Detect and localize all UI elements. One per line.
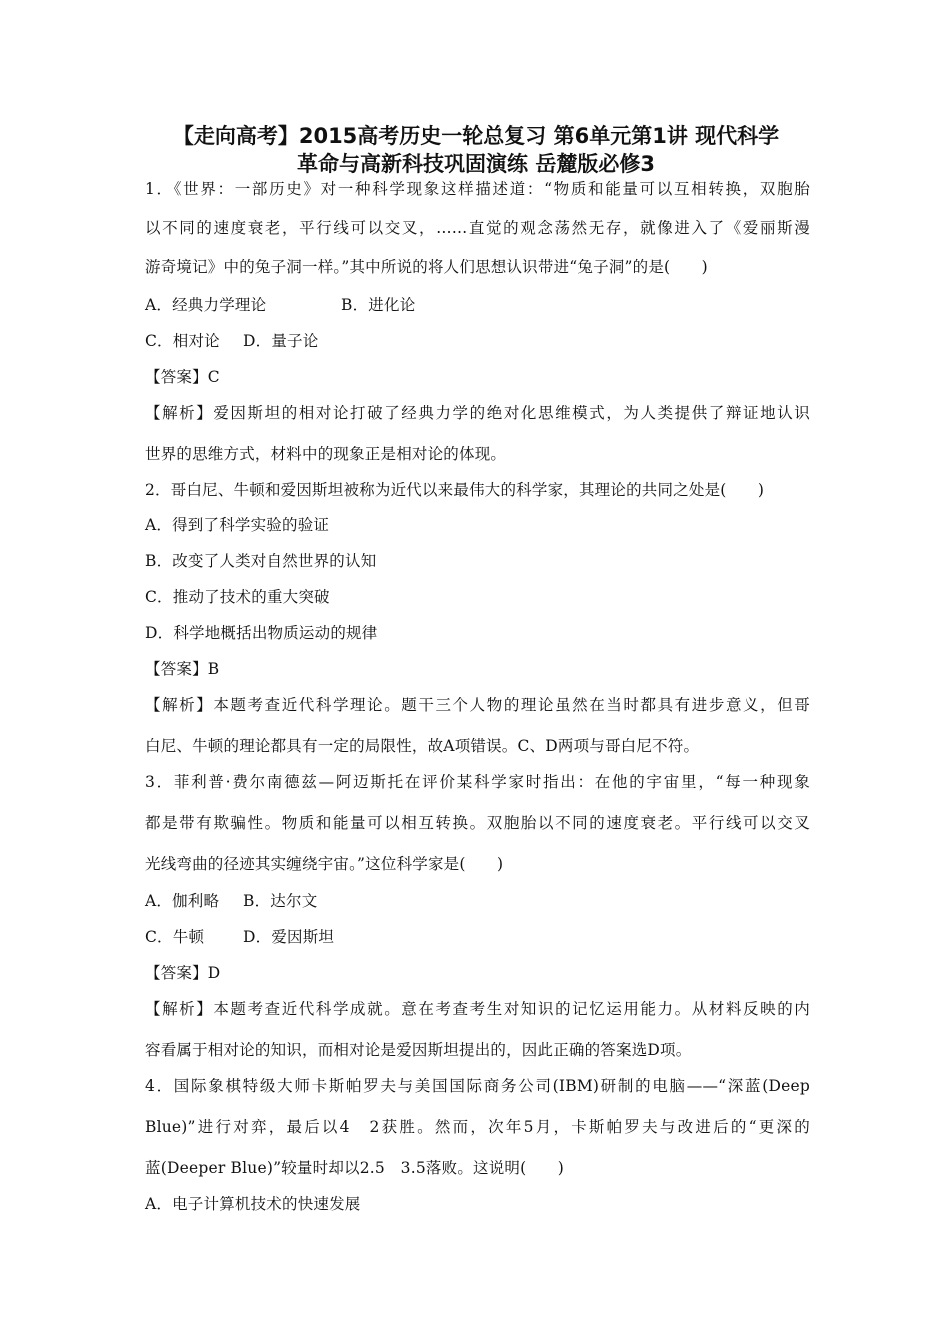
document-title-line-2: 革命与高新科技巩固演练 岳麓版必修3 [297, 152, 655, 176]
q4-stem-line-1: 4．国际象棋特级大师卡斯帕罗夫与美国国际商务公司(IBM)研制的电脑——“深蓝(Deep [145, 1077, 810, 1095]
q2-option-c: C．推动了技术的重大突破 [145, 588, 330, 606]
q1-option-c: C．相对论 [145, 332, 220, 350]
q1-analysis-line-1: 【解析】爱因斯坦的相对论打破了经典力学的绝对化思维模式，为人类提供了辩证地认识 [145, 404, 810, 422]
q4-stem-line-2: Blue)”进行对弈，最后以4 2获胜。然而，次年5月，卡斯帕罗夫与改进后的“更深的 [145, 1118, 810, 1136]
q2-answer: 【答案】B [145, 660, 220, 678]
q3-options-row-1 [145, 890, 810, 912]
q3-option-a: A．伽利略 [145, 892, 220, 910]
q3-option-c: C．牛顿 [145, 928, 205, 946]
q3-option-b: B．达尔文 [243, 892, 318, 910]
q1-option-a: A．经典力学理论 [145, 296, 267, 314]
q3-answer: 【答案】D [145, 964, 221, 982]
q4-stem-line-3: 蓝(Deeper Blue)”较量时却以2.5 3.5落败。这说明( ) [145, 1159, 565, 1177]
q2-analysis-line-2: 白尼、牛顿的理论都具有一定的局限性，故A项错误。C、D两项与哥白尼不符。 [145, 737, 700, 755]
q1-options-row-2 [145, 330, 810, 352]
q2-stem-line-1: 2．哥白尼、牛顿和爱因斯坦被称为近代以来最伟大的科学家，其理论的共同之处是( ) [145, 481, 765, 499]
q1-stem-line-2: 以不同的速度衰老，平行线可以交叉，……直觉的观念荡然无存，就像进入了《爱丽斯漫 [145, 219, 810, 237]
q2-option-b: B．改变了人类对自然世界的认知 [145, 552, 377, 570]
q1-stem-line-1: 1．《世界：一部历史》对一种科学现象这样描述道：“物质和能量可以互相转换，双胞胎 [145, 180, 810, 198]
q3-stem-line-1: 3．菲利普·费尔南德兹—阿迈斯托在评价某科学家时指出：在他的宇宙里，“每一种现象 [145, 773, 810, 791]
q1-option-b: B．进化论 [341, 296, 416, 314]
q4-option-a: A．电子计算机技术的快速发展 [145, 1195, 361, 1213]
q2-option-d: D．科学地概括出物质运动的规律 [145, 624, 378, 642]
q2-option-a: A．得到了科学实验的验证 [145, 516, 330, 534]
q2-analysis-line-1: 【解析】本题考查近代科学理论。题干三个人物的理论虽然在当时都具有进步意义，但哥 [145, 696, 810, 714]
q3-stem-line-3: 光线弯曲的径迹其实缠绕宇宙。”这位科学家是( ) [145, 855, 504, 873]
q1-analysis-line-2: 世界的思维方式，材料中的现象正是相对论的体现。 [145, 445, 507, 463]
q3-stem-line-2: 都是带有欺骗性。物质和能量可以相互转换。双胞胎以不同的速度衰老。平行线可以交叉 [145, 814, 810, 832]
q1-options-row-1 [145, 294, 810, 316]
q3-analysis-line-2: 容看属于相对论的知识，而相对论是爱因斯坦提出的，因此正确的答案选D项。 [145, 1041, 692, 1059]
q3-analysis-line-1: 【解析】本题考查近代科学成就。意在考查考生对知识的记忆运用能力。从材料反映的内 [145, 1000, 810, 1018]
q1-answer: 【答案】C [145, 368, 220, 386]
q1-stem-line-3: 游奇境记》中的兔子洞一样。”其中所说的将人们思想认识带进“兔子洞”的是( ) [145, 258, 708, 276]
q3-options-row-2 [145, 926, 810, 948]
q3-option-d: D．爱因斯坦 [243, 928, 335, 946]
document-title-line-1: 【走向高考】2015高考历史一轮总复习 第6单元第1讲 现代科学 [172, 124, 780, 148]
q1-option-d: D．量子论 [243, 332, 319, 350]
